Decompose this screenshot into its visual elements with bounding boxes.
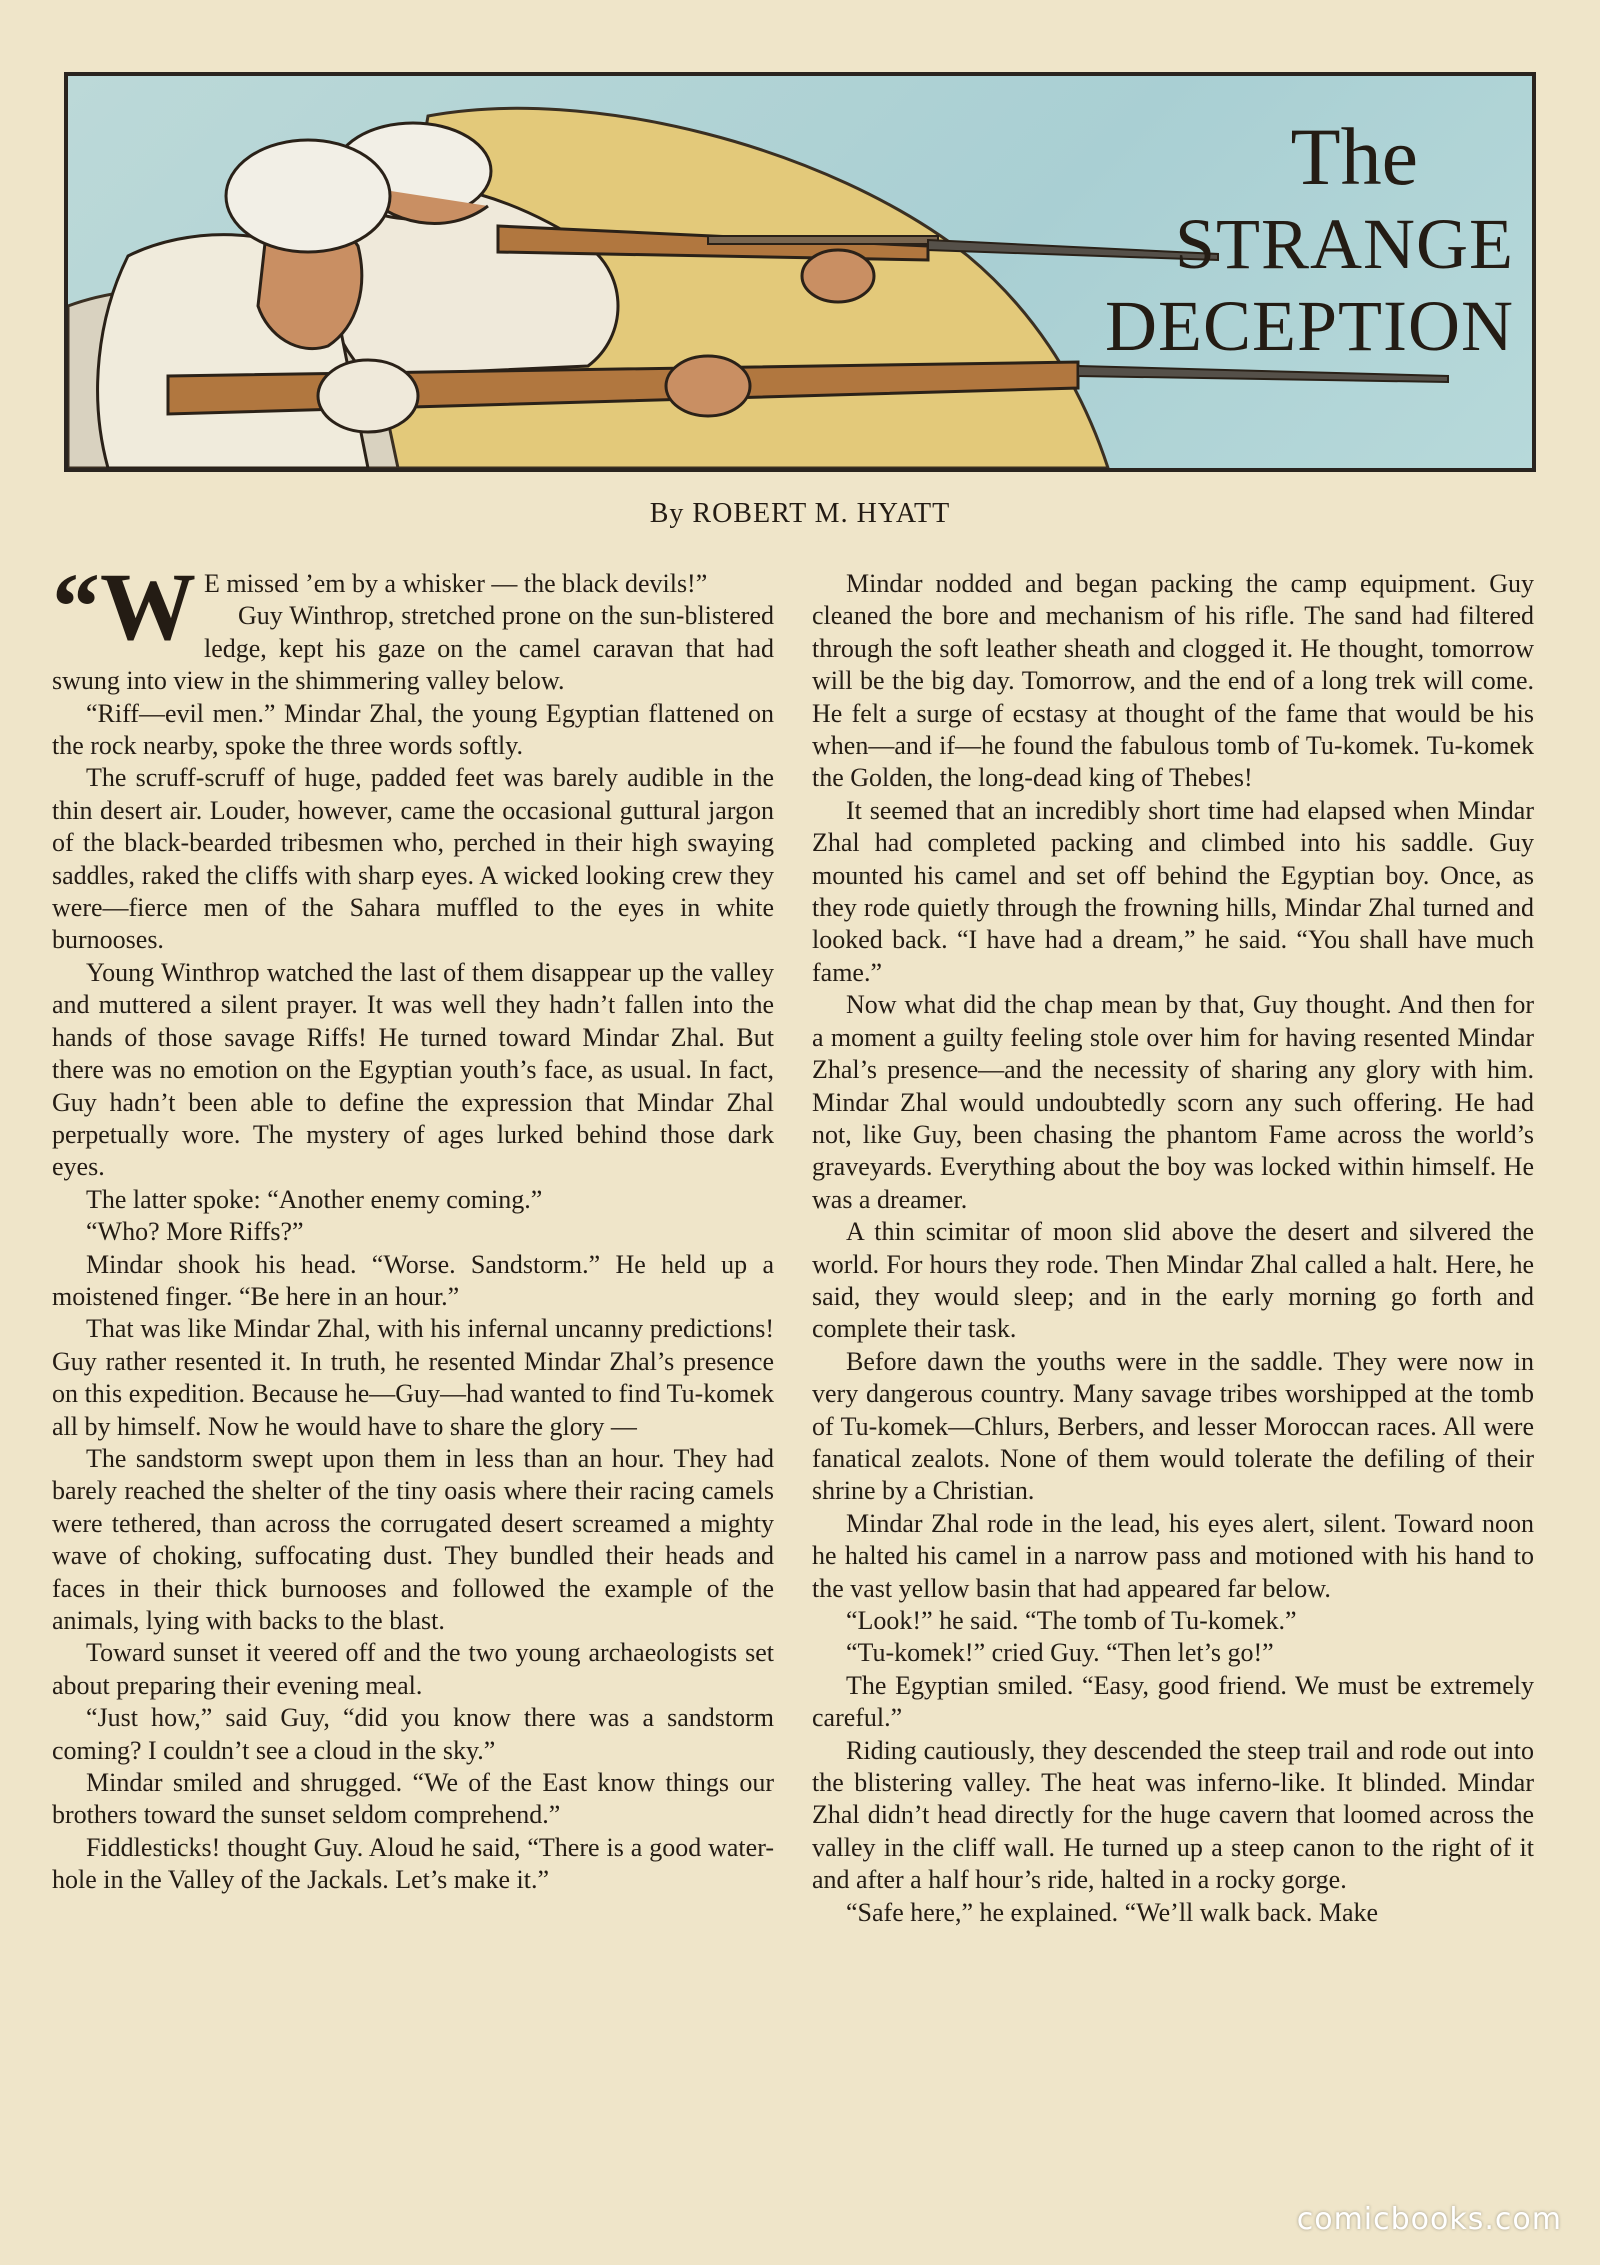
paragraph: The sandstorm swept upon them in less than an hour. They had barely reached the shelter of the tiny oasis where their racing camels were tethered, than across the corrugated desert screamed a mighty wave of choking, suffocating dust. They bundled their heads and faces in their thick burnooses and followed the example of the animals, lying with backs to the blast.	[52, 1443, 774, 1635]
paragraph: A thin scimitar of moon slid above the desert and silvered the world. For hours they rode. Then Mindar Zhal called a halt. Here, he said, they would sleep; and in the early morning go forth and complete their task.	[812, 1217, 1534, 1344]
paragraph: “Safe here,” he explained. “We’ll walk back. Make	[846, 1897, 1379, 1927]
paragraph: “Tu-komek!” cried Guy. “Then let’s go!”	[846, 1638, 1274, 1668]
paragraph: It seemed that an incredibly short time had elapsed when Mindar Zhal had completed packing and climbed into his saddle. Guy mounted his camel and set off behind the Egyptian boy. Once, as they rode quietly through the frowning hills, Mindar Zhal turned and looked back. “I have had a dream,” he said. “You shall have much fame.”	[812, 795, 1534, 987]
paragraph: “Riff—evil men.” Mindar Zhal, the young Egyptian flattened on the rock nearby, spoke the three words softly.	[52, 698, 774, 761]
title-line-deception: DECEPTION	[1105, 286, 1514, 366]
title-line-strange: STRANGE	[1174, 204, 1514, 284]
paragraph: “W E missed ’em by a whisker — the black devils!”	[52, 568, 708, 660]
title-illustration-banner	[64, 72, 1536, 472]
drop-cap: “W	[52, 568, 196, 660]
paragraph: The Egyptian smiled. “Easy, good friend. We must be extremely careful.”	[812, 1670, 1534, 1733]
paragraph: Riding cautiously, they descended the steep trail and rode out into the blistering valley. The heat was inferno-like. It blinded. Mindar Zhal didn’t head directly for the huge cavern that loomed across the valley in the cliff wall. He turned up a steep canon to the right of it and after a half hour’s ride, halted in a rocky gorge.	[812, 1735, 1534, 1895]
paragraph: “Look!” he said. “The tomb of Tu-komek.”	[846, 1606, 1297, 1635]
paragraph: Now what did the chap mean by that, Guy thought. And then for a moment a guilty feeling stole over him for having resented Mindar Zhal’s presence—and the necessity of sharing any glory with him. Mindar Zhal would undoubtedly scorn any such offering. He had not, like Guy, been chasing the phantom Fame across the world’s graveyards. Everything about the boy was locked within himself. He was a dreamer.	[812, 990, 1534, 1214]
title-line-the: The	[1290, 111, 1418, 202]
paragraph: Fiddlesticks! thought Guy. Aloud he said, “There is a good water-hole in the Valley of the Jackals. Let’s make it.”	[52, 1832, 774, 1895]
paragraph: Young Winthrop watched the last of them disappear up the valley and muttered a silent prayer. It was well they hadn’t fallen into the hands of those savage Riffs! He turned toward Mindar Zhal. But there was no emotion on the Egyptian youth’s face, as usual. In fact, Guy hadn’t been able to define the expression that Mindar Zhal perpetually wore. The mystery of ages lurked behind those dark eyes.	[52, 957, 774, 1182]
paragraph: The scruff-scruff of huge, padded feet was barely audible in the thin desert air. Louder, however, came the occasional guttural jargon of the black-bearded tribesmen who, perched in their high swaying saddles, raked the cliffs with sharp eyes. A wicked looking crew they were—fierce men of the Sahara muffled to the eyes in white burnooses.	[52, 763, 774, 955]
paragraph: That was like Mindar Zhal, with his infernal uncanny predictions! Guy rather resented it. In truth, he resented Mindar Zhal’s presence on this expedition. Because he—Guy—had wanted to find Tu-komek all by himself. Now he would have to share the glory —	[52, 1314, 774, 1441]
text-column-left	[52, 568, 774, 2168]
story-title	[1034, 111, 1514, 366]
paragraph: “Just how,” said Guy, “did you know there was a sandstorm coming? I couldn’t see a cloud in the sky.”	[52, 1703, 774, 1765]
paragraph: The latter spoke: “Another enemy coming.”	[86, 1184, 543, 1214]
paragraph: Mindar nodded and began packing the camp equipment. Guy cleaned the bore and mechanism of his rifle. The sand had filtered through the soft leather sheath and clogged it. He thought, tomorrow will be the big day. Tomorrow, and the end of a long trek will come. He felt a surge of ecstasy at thought of the fame that would be his when—and if—he found the fabulous tomb of Tu-komek. Tu-komek the Golden, the long-dead king of Thebes!	[812, 569, 1534, 793]
text-column-right	[812, 568, 1534, 2168]
paragraph: Guy Winthrop, stretched prone on the sun-blistered ledge, kept his gaze on the camel caravan that had swung into view in the shimmering valley below.	[52, 601, 774, 696]
paragraph: Mindar Zhal rode in the lead, his eyes alert, silent. Toward noon he halted his camel in a narrow pass and motioned with his hand to the vast yellow basin that had appeared far below.	[812, 1508, 1534, 1603]
paragraph: Mindar smiled and shrugged. “We of the East know things our brothers toward the sunset seldom comprehend.”	[52, 1768, 774, 1830]
paragraph: “Who? More Riffs?”	[86, 1217, 304, 1247]
paragraph: Toward sunset it veered off and the two young archaeologists set about preparing their evening meal.	[52, 1638, 774, 1700]
paragraph: Mindar shook his head. “Worse. Sandstorm.” He held up a moistened finger. “Be here in an hour.”	[52, 1249, 774, 1311]
site-watermark: comicbooks.com	[1296, 2202, 1562, 2237]
paragraph: Before dawn the youths were in the saddle. They were now in very dangerous country. Many savage tribes worshipped at the tomb of Tu-komek—Chlurs, Berbers, and lesser Moroccan races. All were fanatical zealots. None of them would tolerate the defiling of their shrine by a Christian.	[812, 1346, 1534, 1506]
author-byline: By ROBERT M. HYATT	[649, 498, 951, 529]
